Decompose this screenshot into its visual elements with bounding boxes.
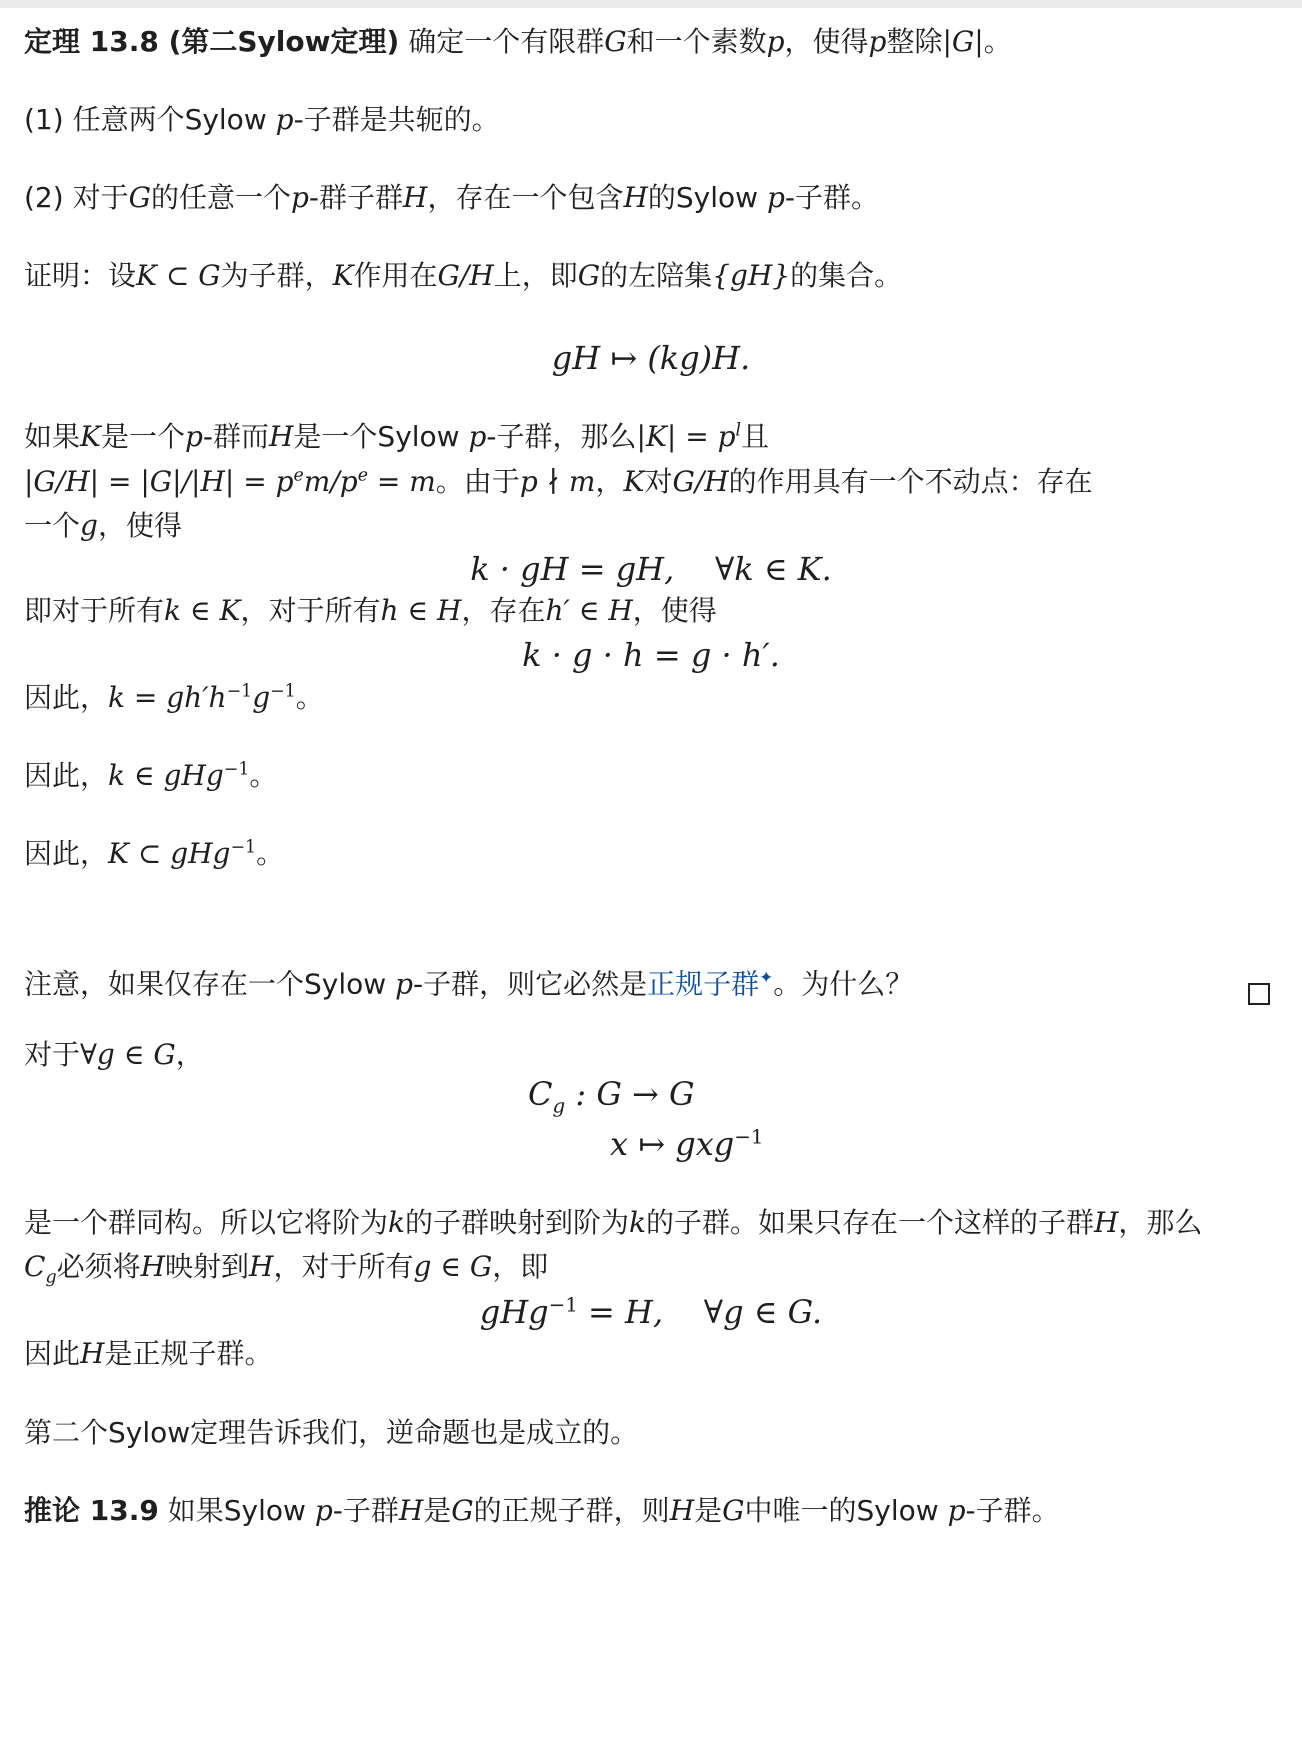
qed-box xyxy=(1248,983,1270,1005)
converse-line: 第二个Sylow定理告诉我们，逆命题也是成立的。 xyxy=(24,1416,639,1449)
corollary-label: 推论 13.9 xyxy=(24,1494,159,1527)
theorem-label: 定理 13.8 (第二Sylow定理) xyxy=(24,25,400,58)
theorem-statement: 定理 13.8 (第二Sylow定理) 确定一个有限群G和一个素数p，使得p整除|G|。 xyxy=(24,25,1012,58)
top-strip xyxy=(0,0,1302,8)
therefore-1: 因此，$k = gh'h^{-1}g^{-1}$。 xyxy=(24,681,324,714)
proof-para-2-line-3: 一个g，使得 xyxy=(24,509,182,542)
proof-para-4-line-1: 是一个群同构。所以它将阶为k的子群映射到阶为k的子群。如果只存在一个这样的子群H，那么 xyxy=(24,1206,1203,1239)
proof-para-2-line-1: 如果K是一个p-群而H是一个Sylow p-子群，那么$|K| = p^l$且 xyxy=(24,420,770,453)
equation-conjugation-map: $C_g$ : G → G xyxy=(528,1075,695,1118)
equation-action: gH ↦ (kg)H. xyxy=(551,339,751,377)
proof-para-2-line-2: $|G/H| = |G|/|H| = p^em/p^e = m$。由于p ∤ m，K对G/H的作用具有一个不动点：存在 xyxy=(24,465,1093,498)
forall-line: 对于∀g ∈ G， xyxy=(24,1038,204,1071)
proof-intro: 证明：设K ⊂ G为子群，K作用在G/H上，即G的左陪集{gH}的集合。 xyxy=(24,259,903,292)
conclusion-line: 因此H是正规子群。 xyxy=(24,1337,273,1370)
theorem-item-1: (1) 任意两个Sylow p-子群是共轭的。 xyxy=(24,103,500,136)
equation-elements: k · g · h = g · h′. xyxy=(522,636,780,674)
equation-fixed-point: k · gH = gH, ∀k ∈ K. xyxy=(470,550,832,588)
note-paragraph: 注意，如果仅存在一个Sylow p-子群，则它必然是正规子群✦。为什么？ xyxy=(24,967,914,1001)
equation-normality: gHg$^{-1}$ = H, ∀g ∈ G. xyxy=(479,1293,823,1331)
equation-conjugation-rule: x ↦ gxg$^{-1}$ xyxy=(610,1125,764,1163)
proof-para-4-line-2: $C_g$必须将H映射到H，对于所有g ∈ G，即 xyxy=(24,1250,549,1288)
therefore-2: 因此，k ∈ gHg$^{-1}$。 xyxy=(24,759,278,792)
normal-subgroup-link[interactable]: 正规子群 xyxy=(647,967,760,1001)
link-star-icon: ✦ xyxy=(759,967,774,987)
theorem-item-2: (2) 对于G的任意一个p-群子群H，存在一个包含H的Sylow p-子群。 xyxy=(24,181,879,214)
proof-para-3: 即对于所有k ∈ K，对于所有h ∈ H，存在h′ ∈ H，使得 xyxy=(24,594,717,627)
corollary-statement: 推论 13.9 如果Sylow p-子群H是G的正规子群，则H是G中唯一的Sylow p-子群。 xyxy=(24,1494,1060,1527)
therefore-3: 因此，K ⊂ gHg$^{-1}$。 xyxy=(24,837,285,870)
